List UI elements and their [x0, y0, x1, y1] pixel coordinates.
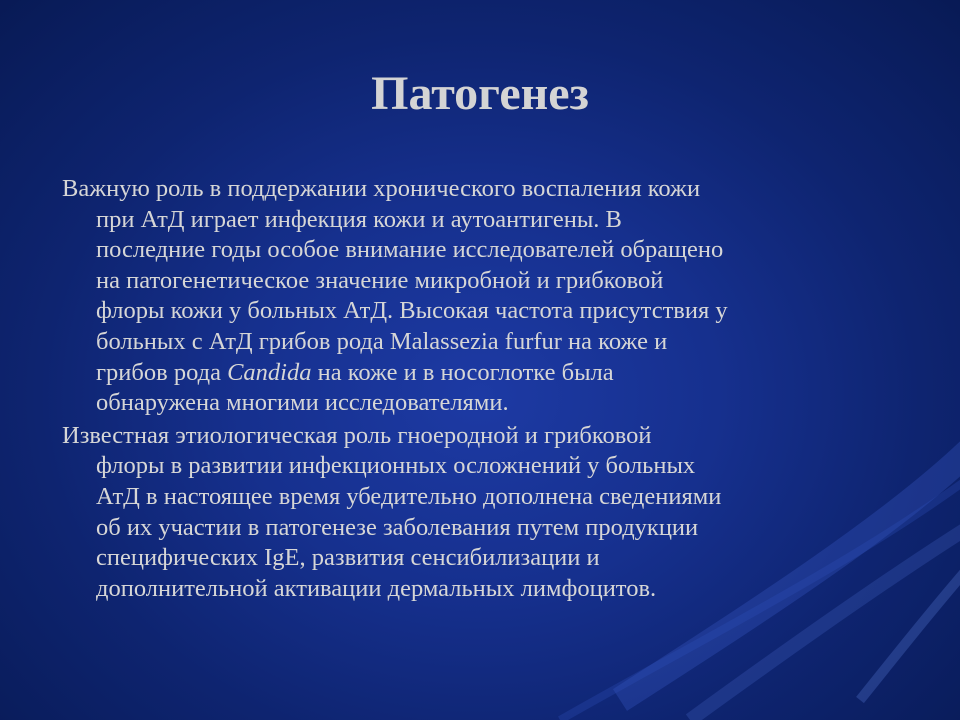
paragraph-line: флоры в развитии инфекционных осложнений у больных [96, 452, 696, 480]
slide-title: Патогенез [371, 67, 589, 120]
paragraph-line: специфических IgE, развития сенсибилизации и [96, 544, 600, 572]
paragraph-line: больных с АтД грибов рода Malassezia furfur на коже и [96, 327, 668, 355]
paragraph-line: при АтД играет инфекция кожи и аутоантигены. В [96, 205, 622, 233]
paragraph-line: обнаружена многими исследователями. [96, 389, 509, 417]
paragraph-line: АтД в настоящее время убедительно дополнена сведениями [96, 482, 722, 510]
paragraph-line: последние годы особое внимание исследователей обращено [96, 236, 724, 264]
paragraph-line: дополнительной активации дермальных лимфоцитов. [96, 574, 657, 602]
paragraph-text: грибов рода [96, 358, 228, 386]
slide-body [62, 174, 912, 606]
paragraph-line: об их участии в патогенезе заболевания путем продукции [96, 513, 699, 541]
paragraph-1 [62, 174, 912, 419]
paragraph-line [96, 359, 614, 386]
paragraph-text: на коже и в носоглотке была [311, 358, 614, 386]
paragraph-line: флоры кожи у больных АтД. Высокая частота присутствия у [96, 297, 728, 325]
paragraph-line: Известная этиологическая роль гноеродной и грибковой [62, 421, 652, 449]
paragraph-line: на патогенетическое значение микробной и грибковой [96, 266, 664, 294]
italic-genus-name: Candida [227, 358, 312, 386]
paragraph-line: Важную роль в поддержании хронического воспаления кожи [62, 175, 701, 202]
paragraph-2 [62, 421, 912, 605]
